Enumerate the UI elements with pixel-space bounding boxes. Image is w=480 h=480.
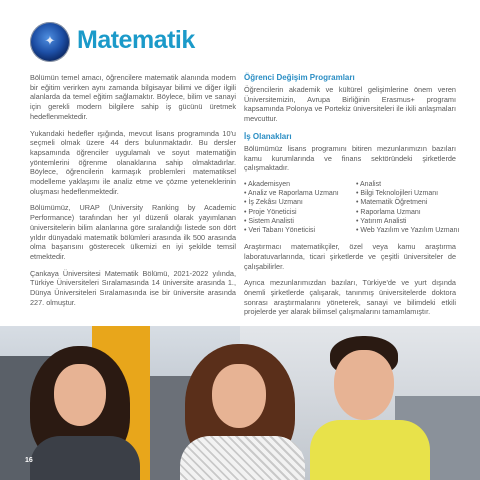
list-item: • Raporlama Uzmanı xyxy=(356,208,456,217)
student-right xyxy=(310,336,430,480)
curriculum-paragraph: Yukarıdaki hedefler ışığında, mevcut lisans programında 10'u seçmeli olmak üzere 44 ders bulunmaktadır. Bu dersler kapsamında öğrenciler uygulamalı ve soyut matematiğin yöntemlerini öğrenme olanaklarına sahip olmaktadırlar. Böylece, öğrencilerin karmaşık problemleri matematiksel modelleme yaklaşımı ile analiz etme ve çözme yeteneklerinin oluşması hedeflenmektedir. xyxy=(30,128,236,196)
list-item: • Analiz ve Raporlama Uzmanı xyxy=(244,189,356,198)
list-item: • Proje Yöneticisi xyxy=(244,208,356,217)
students-photo xyxy=(0,326,480,480)
list-item: • Matematik Öğretmeni xyxy=(356,198,456,207)
research-paragraph: Araştırmacı matematikçiler, özel veya kamu araştırma laboratuvarlarında, ticari şirketlerde ve çeşitli üniversiteler de çalışabilirler. xyxy=(244,242,456,271)
page-title: Matematik xyxy=(77,26,195,54)
career-paragraph: Bölümümüz lisans programını bitiren mezunlarımızın bazıları kamu kurumlarında ve finans sektöründeki şirketlerde çalışmaktadır. xyxy=(244,143,456,173)
student-middle xyxy=(180,344,310,480)
exchange-heading: Öğrenci Değişim Programları xyxy=(244,73,355,82)
list-item: • Web Yazılım ve Yazılım Uzmanı xyxy=(356,226,456,235)
career-heading: İş Olanakları xyxy=(244,131,292,141)
right-column xyxy=(244,73,460,324)
intro-paragraph: Bölümün temel amacı, öğrencilere matematik alanında modern bir eğitim verirken aynı zamanda bilgisayar bilimi ve diğer ilgili alanlarda da temel eğitim sağlamaktır. Böylece, bilim ve sanayi için gerekli modern bilgilere sahip iş gücünü üretmek hedeflenmektedir. xyxy=(30,73,236,121)
list-item: • Bilgi Teknolojileri Uzmanı xyxy=(356,189,456,198)
exchange-paragraph: Öğrencilerin akademik ve kültürel gelişimlerine önem veren Üniversitemizin, Avrupa Birliğinin Erasmus+ programı kapsamında Polonya ve Portekiz üniversiteleri ile ikili anlaşmaları mevcuttur. xyxy=(244,85,456,124)
left-column xyxy=(30,73,236,314)
list-item: • Sistem Analisti xyxy=(244,217,356,226)
student-left xyxy=(30,346,140,480)
list-item: • Yatırım Analisti xyxy=(356,217,456,226)
alumni-paragraph: Ayrıca mezunlarımızdan bazıları, Türkiye'de ve yurt dışında önemli şirketlerde çalışarak, tanınmış üniversitelerde doktora sonrası araştırmalarını yöneterek, sanayi ve bilimdeki etkili projelerde yer alarak bilimsel çalışmalarını tamamlamıştır. xyxy=(244,278,456,317)
page-header xyxy=(30,22,460,62)
job-list xyxy=(244,180,460,235)
university-seal-icon: ✦ xyxy=(30,22,70,62)
list-item: • İş Zekâsı Uzmanı xyxy=(244,198,356,207)
list-item: • Veri Tabanı Yöneticisi xyxy=(244,226,356,235)
page-number: 16 xyxy=(25,457,33,464)
list-item: • Akademisyen xyxy=(244,180,356,189)
ranking-2022-paragraph: Çankaya Üniversitesi Matematik Bölümü, 2021-2022 yılında, Türkiye Üniversiteleri Sıralamasında 14 üniversite arasında 1., Dünya Üniversiteleri Sıralamasında ise bir üniversite arasında 227. olmuştur. xyxy=(30,268,236,307)
ranking-paragraph: Bölümümüz, URAP (University Ranking by Academic Performance) tarafından her yıl düzenli olarak yayımlanan üniversitelerin bilim alanlarına göre sıralandığı listede son dört yıldır dünyadaki matematik bölümleri arasında ilk 500 arasında olma başarısını gösterecek ülkemizi en iyi şekilde temsil etmektedir. xyxy=(30,203,236,261)
list-item: • Analist xyxy=(356,180,456,189)
